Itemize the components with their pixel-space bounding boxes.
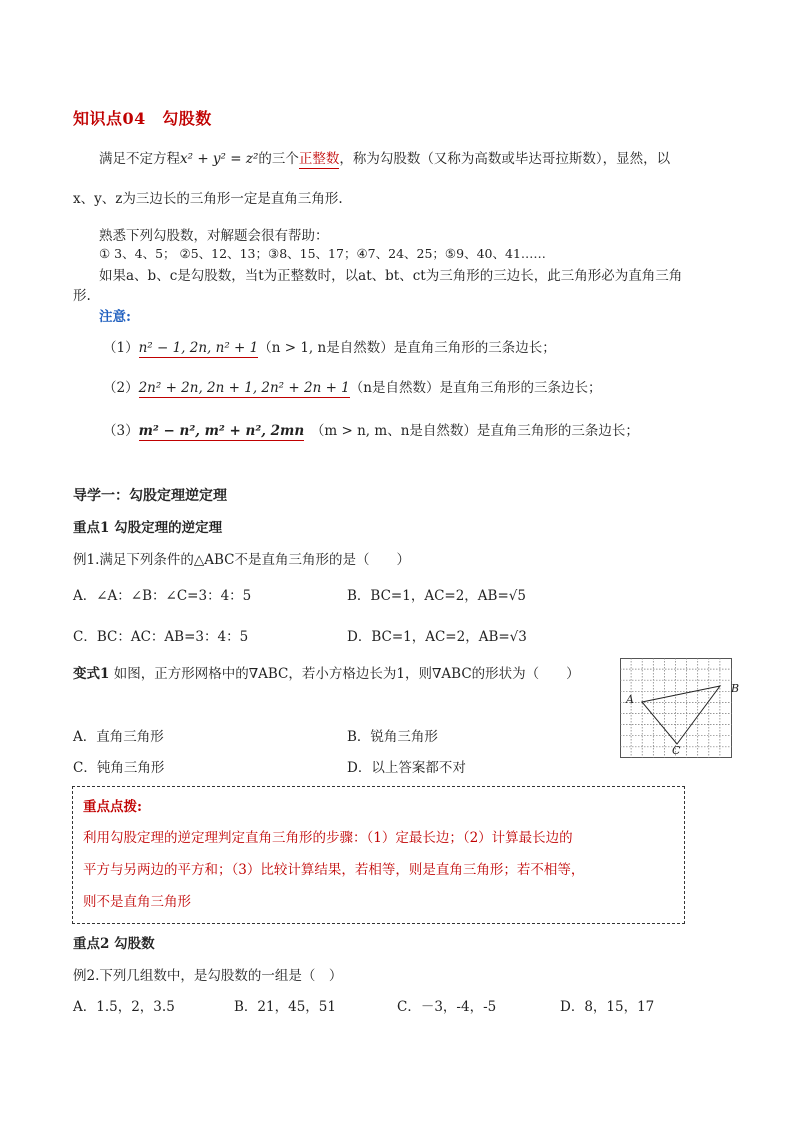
- note-2-num: （2）: [103, 380, 139, 396]
- example-1-option-b: B．BC=1，AC=2，AB=√5: [347, 588, 526, 604]
- example-1-option-c: C．BC：AC：AB=3：4：5: [73, 629, 249, 645]
- def-text-b: 的三个: [258, 151, 299, 167]
- variant-1-text: 如图，正方形网格中的∇ABC，若小方格边长为1，则∇ABC的形状为（ ）: [113, 666, 580, 682]
- example-1-option-d: D．BC=1，AC=2，AB=√3: [347, 629, 527, 645]
- note-3: [103, 421, 639, 441]
- example-1-question: 例1.满足下列条件的△ABC不是直角三角形的是（ ）: [73, 552, 411, 568]
- vertex-label-b: B: [731, 682, 740, 695]
- note-1-num: （1）: [103, 340, 139, 356]
- variant-1-option-a: A．直角三角形: [73, 729, 164, 745]
- vertex-label-a: A: [626, 693, 634, 706]
- variant-1-option-b: B．锐角三角形: [347, 729, 438, 745]
- note-2-expr: 2n² + 2n, 2n + 1, 2n² + 2n + 1: [138, 380, 350, 396]
- guide-title: 导学一：勾股定理逆定理: [73, 488, 227, 504]
- note-1-expr: n² − 1, 2n, n² + 1: [138, 340, 259, 356]
- key-tip-box: [72, 786, 685, 924]
- paragraph-definition: [99, 149, 670, 169]
- variant-1-option-c: C．钝角三角形: [73, 760, 165, 776]
- note-1: [103, 338, 556, 358]
- focus-1-heading: 重点1 勾股定理的逆定理: [73, 520, 223, 536]
- key-tip-title: 重点点拨:: [83, 799, 142, 815]
- example-1-option-a: A．∠A：∠B：∠C=3：4：5: [73, 588, 252, 604]
- def-text-c: ，称为勾股数（又称为高数或毕达哥拉斯数），显然，以: [339, 151, 671, 167]
- note-3-cond: （m > n, m、n是自然数）是直角三角形的三条边长；: [317, 423, 639, 439]
- example-2-question: 例2.下列几组数中，是勾股数的一组是（ ）: [73, 968, 343, 984]
- example-2-option-c: C．－3，-4，-5: [397, 999, 497, 1015]
- vertex-label-c: C: [672, 744, 681, 757]
- example-2-option-b: B．21，45，51: [234, 999, 336, 1015]
- focus-2-heading: 重点2 勾股数: [73, 936, 155, 952]
- paragraph-scaling-cont: 形.: [73, 288, 91, 304]
- def-equation: x² + y² = z²: [180, 151, 259, 167]
- note-2-cond: （n是自然数）是直角三角形的三条边长；: [349, 380, 602, 396]
- note-3-num: （3）: [103, 423, 139, 439]
- example-2-option-a: A．1.5，2，3.5: [73, 999, 175, 1015]
- paragraph-scaling: 如果a、b、c是勾股数，当t为正整数时，以at、bt、ct为三角形的三边长，此三角形必为直角三角: [99, 268, 683, 284]
- key-tip-line-2: 平方与另两边的平方和；（3）比较计算结果，若相等，则是直角三角形；若不相等，: [83, 862, 585, 878]
- def-keyword: 正整数: [298, 151, 340, 167]
- paragraph-hint: 熟悉下列勾股数，对解题会很有帮助：: [99, 228, 329, 244]
- triples-list: ① 3、4、5； ②5、12、13；③8、15、17；④7、24、25；⑤9、40、41……: [99, 246, 546, 261]
- note-3-expr: m² − n², m² + n², 2mn: [138, 423, 305, 439]
- variant-1-option-d: D．以上答案都不对: [347, 760, 466, 776]
- variant-1-label: 变式1: [73, 666, 110, 682]
- note-label: 注意:: [99, 309, 131, 325]
- key-tip-line-1: 利用勾股定理的逆定理判定直角三角形的步骤：（1）定最长边；（2）计算最长边的: [83, 830, 573, 846]
- key-tip-line-3: 则不是直角三角形: [83, 894, 191, 910]
- note-1-cond: （n > 1, n是自然数）是直角三角形的三条边长；: [258, 340, 556, 356]
- grid-triangle-figure: [620, 658, 740, 758]
- note-2: [103, 378, 601, 398]
- example-2-option-d: D．8，15，17: [560, 999, 655, 1015]
- grid-svg: [620, 658, 732, 758]
- paragraph-definition-cont: x、y、z为三边长的三角形一定是直角三角形.: [73, 191, 343, 207]
- section-title: 知识点04 勾股数: [73, 109, 212, 128]
- def-text-a: 满足不定方程: [99, 151, 180, 167]
- variant-1-question: [73, 664, 580, 684]
